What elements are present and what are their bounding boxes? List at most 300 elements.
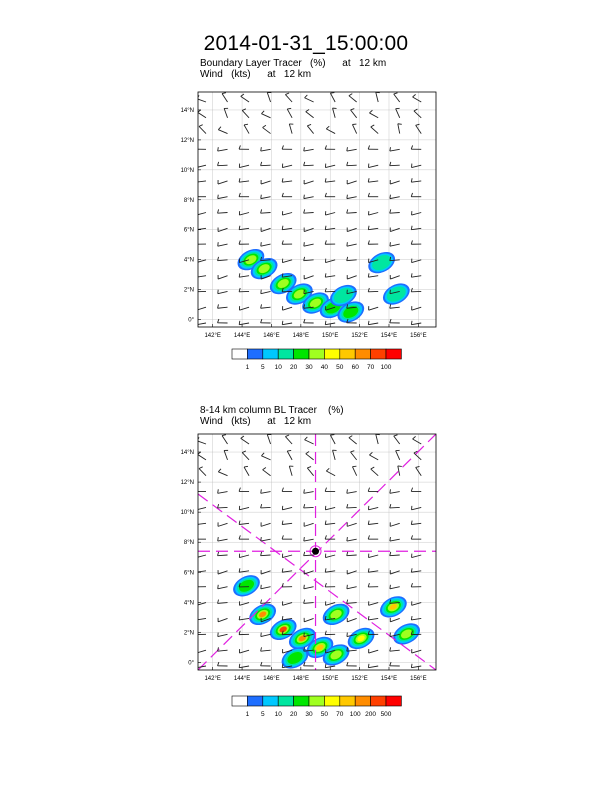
wind-barb-flag (368, 178, 369, 182)
wind-barb (347, 181, 357, 184)
wind-barb (369, 603, 379, 606)
wind-barb (390, 507, 400, 508)
wind-barb-flag (390, 209, 391, 213)
wind-barb (239, 181, 249, 182)
wind-barb-flag (325, 583, 326, 587)
wind-barb (261, 603, 271, 604)
wind-barb-flag (218, 504, 219, 508)
wind-barb (261, 213, 271, 214)
wind-barb (304, 523, 314, 526)
wind-barb (412, 555, 422, 558)
x-tick-label: 142°E (204, 676, 221, 682)
x-tick-label: 152°E (351, 676, 368, 682)
wind-barb-flag (241, 94, 244, 96)
wind-barb (289, 124, 292, 134)
wind-barb-flag (347, 209, 348, 213)
wind-barb-flag (411, 616, 412, 620)
wind-barb-flag (218, 552, 219, 556)
wind-barb (371, 469, 378, 476)
crosshair-center-marker (312, 548, 319, 555)
wind-barb-flag (261, 209, 262, 213)
y-tick-label: 12°N (180, 137, 194, 144)
wind-barb (368, 618, 378, 620)
wind-barb-flag (222, 435, 226, 436)
colorbar-label: 200 (365, 711, 377, 718)
colorbar-box (263, 696, 278, 706)
wind-barb-flag (368, 664, 369, 668)
wind-barb (325, 181, 335, 182)
wind-barb-flag (304, 162, 305, 166)
wind-barb-flag (371, 125, 374, 127)
wind-barb-flag (282, 616, 283, 620)
wind-barb (304, 213, 314, 214)
wind-barb (347, 276, 356, 279)
wind-barb-flag (218, 489, 219, 493)
wind-barb-flag (390, 504, 391, 508)
wind-barb (390, 149, 400, 151)
colorbar-box (324, 349, 339, 359)
wind-barb-flag (347, 257, 348, 261)
colorbar-box (278, 349, 293, 359)
wind-barb-flag (325, 488, 326, 492)
wind-barb-flag (411, 535, 412, 539)
wind-barb-flag (218, 257, 219, 261)
wind-barb (261, 165, 271, 166)
wind-barb-flag (325, 193, 326, 197)
wind-barb-flag (261, 195, 262, 199)
wind-barb (304, 181, 314, 184)
wind-barb (412, 650, 422, 653)
wind-barb-flag (398, 124, 402, 125)
y-tick-label: 8°N (183, 197, 194, 204)
wind-barb (239, 165, 249, 167)
wind-barb (347, 149, 357, 151)
wind-barb (304, 618, 313, 621)
wind-barb (368, 228, 378, 229)
wind-barb-flag (282, 240, 283, 244)
wind-barb-flag (304, 537, 305, 541)
wind-barb (305, 98, 314, 102)
wind-barb-flag (196, 288, 197, 292)
wind-barb (261, 197, 271, 199)
colorbar-box (247, 696, 262, 706)
wind-barb (390, 618, 399, 621)
wind-barb-flag (218, 209, 219, 213)
wind-barb (368, 181, 378, 182)
wind-barb (304, 603, 314, 604)
wind-barb-flag (368, 521, 369, 525)
page-title: 2014-01-31_15:00:00 (203, 32, 409, 55)
colorbar-box (294, 349, 309, 359)
wind-barb (196, 228, 206, 229)
wind-barb (390, 276, 399, 279)
wind-barb (306, 112, 314, 118)
wind-barb-flag (239, 631, 240, 635)
wind-barb (326, 471, 335, 476)
wind-barb (304, 260, 314, 261)
wind-barb (239, 571, 249, 572)
colorbar-label: 1 (245, 711, 250, 718)
wind-barb-flag (398, 466, 402, 467)
plot-area (196, 434, 436, 673)
wind-barb-flag (368, 288, 369, 292)
wind-barb-flag (368, 226, 369, 230)
wind-barb-flag (325, 664, 326, 668)
wind-barb (261, 181, 271, 184)
colorbar-box (309, 696, 324, 706)
wind-barb-flag (305, 95, 308, 98)
colorbar-label: 60 (351, 364, 359, 371)
wind-barb (351, 110, 357, 118)
wind-barb (242, 453, 249, 460)
y-tick-label: 2°N (183, 287, 194, 294)
wind-barb (347, 507, 357, 508)
wind-barb (282, 523, 292, 524)
wind-barb (282, 555, 292, 558)
wind-barb-flag (369, 110, 372, 113)
wind-barb-flag (218, 127, 221, 130)
wind-barb (412, 507, 422, 509)
wind-barb-flag (411, 521, 412, 525)
wind-barb (244, 467, 249, 476)
wind-barb (304, 276, 313, 279)
wind-barb-flag (411, 568, 412, 572)
wind-barb-flag (304, 489, 305, 493)
wind-barb-flag (196, 631, 197, 635)
wind-barb-flag (411, 488, 412, 492)
wind-barb-flag (349, 94, 352, 96)
colorbar-label: 30 (305, 711, 313, 718)
colorbar-label: 500 (380, 711, 392, 718)
wind-barb-flag (239, 535, 240, 539)
wind-barb-flag (325, 321, 326, 325)
x-tick-label: 146°E (263, 333, 280, 339)
wind-barb-flag (218, 162, 219, 166)
wind-barb-flag (218, 304, 219, 308)
wind-barb (287, 451, 292, 460)
wind-barb-flag (196, 583, 197, 587)
wind-barb (306, 454, 314, 460)
wind-barb-flag (368, 145, 369, 149)
wind-barb (218, 587, 228, 589)
wind-barb-flag (218, 469, 221, 472)
y-tick-label: 10°N (180, 167, 194, 174)
wind-barb-flag (282, 193, 283, 197)
wind-barb (390, 165, 400, 166)
wind-barb (349, 438, 357, 444)
wind-barb (390, 523, 400, 526)
wind-barb (261, 244, 271, 246)
colorbar-box (386, 349, 401, 359)
wind-barb (398, 466, 400, 476)
wind-barb-flag (411, 178, 412, 182)
wind-barb-flag (196, 664, 197, 668)
wind-barb (411, 523, 421, 524)
wind-barb (376, 434, 378, 444)
wind-barb (244, 125, 249, 134)
x-tick-label: 142°E (204, 333, 221, 339)
wind-barb (394, 436, 400, 444)
panel2-subtitle-line2: Wind (kts) at 12 km (200, 416, 312, 427)
wind-barb (411, 666, 421, 668)
y-tick-label: 10°N (180, 510, 194, 517)
wind-barb-flag (285, 435, 289, 437)
wind-barb (218, 492, 228, 494)
wind-barb (368, 523, 378, 524)
wind-barb (289, 466, 292, 476)
colorbar-box (309, 349, 324, 359)
wind-barb (282, 165, 292, 167)
wind-barb-flag (196, 193, 197, 197)
wind-barb-flag (390, 147, 391, 151)
wind-barb-flag (411, 226, 412, 230)
wind-barb-flag (394, 93, 398, 94)
wind-barb (285, 437, 292, 444)
wind-barb-flag (282, 535, 283, 539)
colorbar-box (340, 696, 355, 706)
wind-barb-flag (411, 193, 412, 197)
wind-barb (304, 244, 314, 246)
colorbar-label: 50 (336, 364, 344, 371)
wind-barb-flag (347, 537, 348, 541)
wind-barb-flag (390, 552, 391, 556)
wind-barb (196, 181, 206, 182)
y-tick-label: 14°N (180, 107, 194, 114)
wind-barb-flag (282, 178, 283, 182)
wind-barb (283, 307, 293, 310)
colorbar-label: 30 (305, 364, 313, 371)
wind-barb-flag (196, 521, 197, 525)
wind-barb (349, 96, 357, 102)
wind-barb-flag (282, 521, 283, 525)
x-tick-label: 144°E (233, 676, 251, 682)
wind-barb-flag (347, 504, 348, 508)
wind-barb-flag (390, 304, 391, 308)
y-tick-label: 0° (188, 660, 194, 667)
wind-barb-flag (263, 467, 266, 469)
wind-barb-flag (368, 488, 369, 492)
wind-barb (369, 307, 379, 310)
wind-barb (282, 571, 292, 572)
wind-barb-flag (239, 568, 240, 572)
wind-barb-flag (261, 504, 262, 508)
wind-barb-flag (239, 521, 240, 525)
wind-barb (287, 109, 292, 118)
wind-barb (261, 634, 271, 636)
wind-barb (333, 108, 336, 118)
wind-barb (371, 127, 378, 134)
wind-barb (242, 110, 249, 117)
wind-barb (369, 213, 379, 216)
wind-barb (261, 307, 271, 308)
colorbar-box (247, 349, 262, 359)
wind-barb-flag (413, 94, 416, 97)
wind-barb (330, 93, 335, 102)
wind-barb-flag (325, 240, 326, 244)
wind-barb (218, 213, 228, 214)
wind-barb-flag (196, 273, 197, 277)
wind-barb (218, 165, 228, 166)
wind-barb-flag (347, 147, 348, 151)
wind-barb (267, 93, 270, 102)
wind-barb (218, 228, 227, 231)
y-tick-label: 2°N (183, 630, 194, 637)
y-tick-label: 12°N (180, 480, 194, 487)
wind-barb (218, 555, 228, 556)
y-tick-label: 4°N (183, 257, 194, 264)
wind-barb (368, 276, 378, 278)
wind-barb-flag (261, 647, 262, 651)
wind-barb (414, 111, 421, 118)
wind-barb (369, 650, 379, 653)
y-tick-label: 4°N (183, 600, 194, 607)
wind-barb-flag (349, 436, 352, 438)
wind-barb-flag (261, 162, 262, 166)
wind-barb-flag (222, 93, 226, 94)
wind-barb (411, 323, 421, 325)
wind-barb-flag (239, 288, 240, 292)
wind-barb-flag (368, 240, 369, 244)
wind-barb (304, 507, 314, 508)
wind-barb (218, 181, 228, 184)
wind-barb (352, 125, 356, 134)
panel-2 (181, 434, 436, 718)
wind-barb (282, 507, 292, 509)
wind-barb-flag (196, 535, 197, 539)
wind-barb-flag (304, 147, 305, 151)
wind-barb (239, 507, 249, 509)
wind-barb (398, 124, 400, 134)
wind-barb (347, 587, 357, 589)
wind-barb-flag (368, 321, 369, 325)
wind-barb-flag (282, 226, 283, 230)
wind-barb (369, 555, 379, 558)
wind-barb-flag (326, 468, 329, 471)
wind-barb (261, 492, 271, 494)
wind-barb (347, 197, 357, 199)
wind-barb (263, 128, 271, 134)
wind-barb (261, 507, 271, 508)
wind-barb-flag (239, 193, 240, 197)
y-tick-label: 6°N (183, 227, 194, 234)
wind-barb-flag (196, 321, 197, 325)
wind-barb-flag (394, 435, 398, 436)
wind-barb (347, 244, 357, 246)
wind-barb (325, 523, 335, 524)
panel-1 (181, 92, 436, 371)
wind-barb (368, 323, 378, 325)
colorbar-label: 100 (349, 711, 361, 718)
wind-barb-flag (239, 616, 240, 620)
colorbar-box (355, 349, 370, 359)
wind-barb (239, 650, 249, 653)
wind-barb (282, 228, 292, 229)
wind-barb-flag (261, 111, 264, 114)
wind-barb-flag (325, 288, 326, 292)
y-tick-label: 6°N (183, 570, 194, 577)
wind-barb-flag (244, 466, 248, 467)
wind-barb-flag (369, 452, 372, 455)
wind-barb (222, 436, 227, 444)
wind-barb (347, 228, 356, 231)
wind-barb (282, 323, 292, 325)
wind-barb-flag (196, 488, 197, 492)
wind-barb (390, 587, 400, 589)
wind-barb-flag (368, 568, 369, 572)
wind-barb (351, 452, 357, 460)
wind-barb (218, 472, 227, 476)
wind-barb-flag (325, 568, 326, 572)
x-tick-label: 154°E (380, 333, 398, 339)
panel1-subtitle-line1: Boundary Layer Tracer (%) at 12 km (200, 58, 387, 69)
wind-barb (411, 228, 421, 229)
wind-barb (368, 571, 378, 572)
wind-barb (218, 276, 227, 279)
wind-barb-flag (368, 616, 369, 620)
colorbar-label: 5 (260, 364, 265, 371)
wind-barb-flag (368, 193, 369, 197)
wind-barb (304, 165, 314, 166)
wind-barb-flag (239, 321, 240, 325)
wind-barb (218, 197, 228, 199)
wind-barb-flag (304, 600, 305, 604)
wind-barb-flag (199, 467, 203, 469)
panel2-subtitle-line1: 8-14 km column BL Tracer (%) (200, 405, 344, 416)
wind-barb-flag (261, 537, 262, 541)
wind-barb (414, 453, 421, 460)
wind-barb-flag (218, 537, 219, 541)
wind-barb (267, 435, 270, 444)
wind-barb (347, 213, 357, 214)
colorbar-label: 20 (289, 364, 298, 371)
wind-barb-flag (411, 288, 412, 292)
colorbar-label: 100 (380, 364, 392, 371)
x-tick-label: 156°E (410, 333, 427, 339)
wind-barb (347, 165, 357, 166)
wind-barb-flag (199, 125, 203, 127)
wind-barb (390, 213, 400, 214)
wind-barb (412, 165, 422, 167)
wind-barb (347, 603, 357, 604)
wind-barb-flag (239, 240, 240, 244)
colorbar-box (340, 349, 355, 359)
wind-barb-flag (241, 436, 244, 438)
wind-barb (239, 666, 249, 668)
wind-barb (218, 523, 228, 526)
wind-barb (347, 618, 356, 621)
colorbar-label: 10 (274, 364, 282, 371)
wind-barb-flag (390, 195, 391, 199)
x-tick-label: 156°E (410, 676, 427, 682)
wind-barb-flag (239, 145, 240, 149)
wind-barb (198, 454, 206, 459)
wind-barb (390, 181, 400, 184)
wind-barb-flag (239, 178, 240, 182)
colorbar-label: 5 (260, 711, 265, 718)
wind-barb-flag (307, 124, 311, 125)
wind-barb (347, 260, 357, 261)
wind-barb-flag (390, 489, 391, 493)
wind-barb (347, 523, 357, 526)
wind-barb (390, 539, 400, 541)
wind-barb-flag (304, 209, 305, 213)
wind-barb (261, 523, 271, 526)
wind-barb-flag (307, 467, 311, 468)
wind-barb (282, 260, 292, 263)
wind-barb (218, 634, 228, 636)
wind-barb (198, 112, 206, 117)
wind-barb (218, 650, 228, 651)
